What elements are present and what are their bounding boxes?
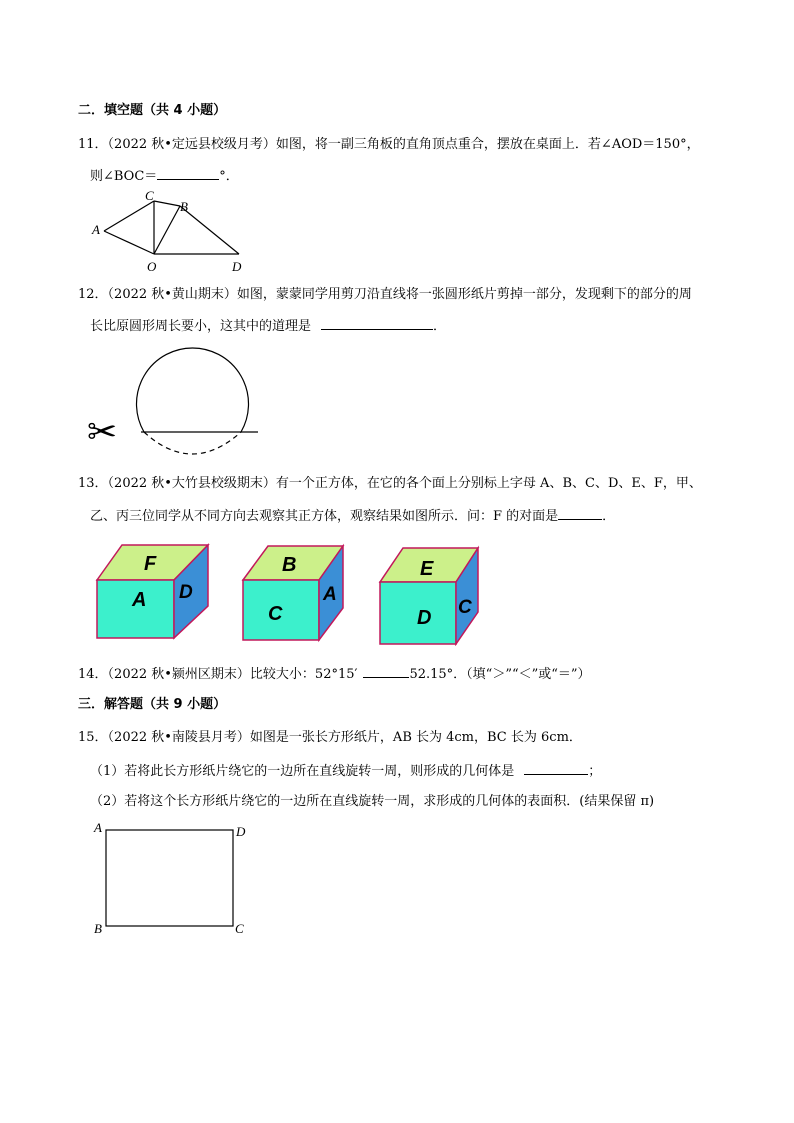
q14-line [78, 665, 591, 683]
q12-line1: 12．（2022 秋•黄山期末）如图，蒙蒙同学用剪刀沿直线将一张圆形纸片剪掉一部分，发现剩下的部分的周 [78, 287, 692, 302]
q15-answer-blank[interactable] [524, 762, 588, 775]
cube-3-top-letter: E [420, 558, 434, 580]
q15-label-b: B [94, 921, 102, 936]
q15-part1-prefix: （1）若将此长方形纸片绕它的一边所在直线旋转一周，则形成的几何体是 [90, 764, 515, 779]
q15-part1-suffix: ； [588, 764, 602, 779]
q12-line2-suffix: ． [433, 319, 447, 334]
cube-2-top-letter: B [282, 554, 297, 576]
q15-label-a: A [94, 820, 102, 835]
q13-cubes-figure [90, 538, 490, 646]
q13-line1: 13．（2022 秋•大竹县校级期末）有一个正方体，在它的各个面上分别标上字母 A、B、C、D、E、F，甲、 [78, 476, 702, 491]
q12-line2 [90, 317, 446, 335]
q11-line1: 11．（2022 秋•定远县校级月考）如图，将一副三角板的直角顶点重合，摆放在桌面上．若∠AOD＝150°， [78, 137, 700, 152]
q13-line2-suffix: ． [602, 509, 616, 524]
q11-triangle-figure [85, 188, 255, 276]
q15-line1: 15．（2022 秋•南陵县月考）如图是一张长方形纸片，AB 长为 4cm，BC 长为 6cm． [78, 730, 582, 745]
q13-line2-prefix: 乙、丙三位同学从不同方向去观察其正方体，观察结果如图所示．问：F 的对面是 [90, 509, 559, 524]
q11-label-b: B [180, 199, 188, 214]
q11-label-a: A [92, 222, 100, 237]
cube-2-side-letter: A [323, 584, 337, 605]
q11-label-o: O [147, 259, 157, 274]
cube-3-side-letter: C [458, 597, 472, 618]
q15-rectangle-figure [88, 820, 258, 940]
q11-line2-suffix: °． [219, 169, 239, 184]
q11-label-d: D [232, 259, 242, 274]
cube-1-front-letter: A [132, 589, 147, 611]
q14-answer-blank[interactable] [363, 665, 409, 678]
q11-label-c: C [145, 188, 154, 203]
section-2-title: 二．填空题（共 4 小题） [78, 103, 227, 118]
cube-3 [380, 548, 478, 644]
q11-line2-prefix: 则∠BOC＝ [90, 169, 158, 184]
q14-suffix: 52.15°．（填“＞”“＜”或“＝”） [409, 667, 591, 682]
q12-circle-figure [85, 336, 275, 464]
cube-1 [97, 545, 208, 638]
q15-part1 [90, 762, 601, 780]
scissors-icon: ✂ [87, 412, 118, 452]
q15-part2: （2）若将这个长方形纸片绕它的一边所在直线旋转一周，求形成的几何体的表面积．(结果保留 π) [90, 794, 655, 809]
cube-1-side-letter: D [179, 582, 193, 603]
q14-prefix: 14．（2022 秋•颍州区期末）比较大小：52°15′ [78, 667, 358, 682]
q11-line2 [90, 167, 239, 185]
q13-answer-blank[interactable] [558, 507, 602, 520]
q12-answer-blank[interactable] [321, 317, 433, 330]
q15-label-d: D [236, 824, 246, 839]
section-3-title: 三．解答题（共 9 小题） [78, 697, 227, 712]
cube-3-front-letter: D [417, 607, 432, 629]
q11-answer-blank[interactable] [157, 167, 219, 180]
cube-1-top-letter: F [144, 553, 157, 575]
cube-2-front-letter: C [268, 603, 283, 625]
cube-2 [243, 546, 343, 640]
q12-line2-prefix: 长比原圆形周长要小，这其中的道理是 [90, 319, 312, 334]
q13-line2 [90, 507, 615, 525]
q15-label-c: C [235, 921, 244, 936]
